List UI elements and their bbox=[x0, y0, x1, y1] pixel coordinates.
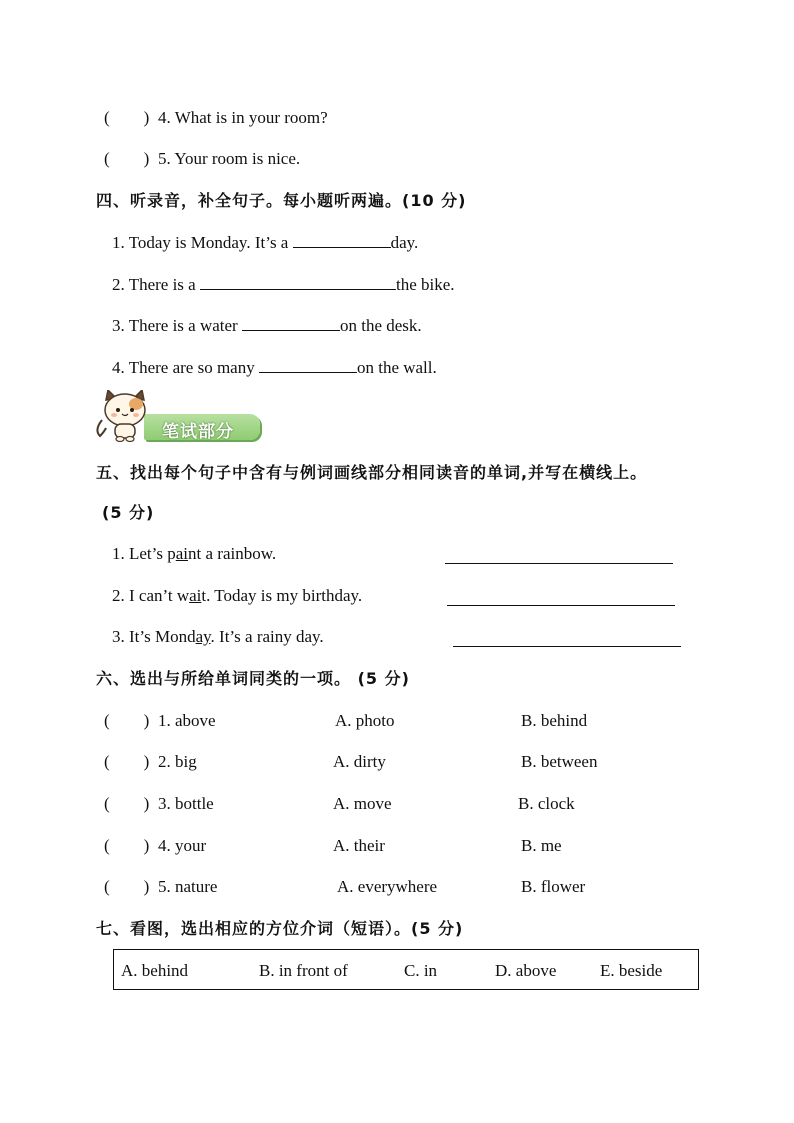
option-a[interactable]: A. move bbox=[333, 794, 392, 813]
fill-blank[interactable] bbox=[259, 356, 357, 373]
section-5-points: (5 分) bbox=[102, 503, 155, 522]
choice-row: ( ) 2. big bbox=[104, 752, 197, 771]
answer-paren[interactable]: ( ) bbox=[104, 752, 150, 771]
answer-paren[interactable]: ( ) bbox=[104, 794, 150, 813]
question-row bbox=[104, 148, 300, 170]
section-6-heading: 六、选出与所给单词同类的一项。 (5 分) bbox=[96, 669, 410, 688]
word-bank-option: E. beside bbox=[600, 961, 663, 980]
option-b[interactable]: B. flower bbox=[521, 877, 586, 896]
option-b[interactable]: B. clock bbox=[518, 794, 575, 813]
fill-blank[interactable] bbox=[200, 273, 396, 290]
choice-row: ( ) 3. bottle bbox=[104, 794, 214, 813]
fill-sentence: 2. There is a the bike. bbox=[112, 275, 455, 294]
fill-sentence: 4. There are so many on the wall. bbox=[112, 358, 437, 377]
choice-row: ( ) 5. nature bbox=[104, 877, 218, 896]
question-text: 4. What is in your room? bbox=[158, 108, 328, 127]
fill-blank[interactable] bbox=[242, 314, 340, 331]
answer-line[interactable] bbox=[445, 562, 673, 564]
option-a[interactable]: A. photo bbox=[335, 711, 395, 730]
phonics-sentence: 3. It’s Monday. It’s a rainy day. bbox=[112, 627, 324, 646]
written-section-banner bbox=[96, 390, 266, 442]
answer-line[interactable] bbox=[447, 604, 675, 606]
answer-paren[interactable]: ( ) bbox=[104, 711, 150, 730]
fill-sentence: 1. Today is Monday. It’s a day. bbox=[112, 233, 419, 252]
choice-row: ( ) 4. your bbox=[104, 836, 207, 855]
answer-line[interactable] bbox=[453, 645, 681, 647]
section-7-heading: 七、看图，选出相应的方位介词（短语）。(5 分) bbox=[96, 919, 464, 938]
option-a[interactable]: A. everywhere bbox=[337, 877, 438, 896]
word-bank-option: B. in front of bbox=[259, 961, 348, 980]
banner-label: 笔试部分 bbox=[162, 422, 234, 442]
choice-row: ( ) 1. above bbox=[104, 711, 216, 730]
phonics-sentence: 1. Let’s paint a rainbow. bbox=[112, 544, 277, 563]
option-a[interactable]: A. their bbox=[333, 836, 385, 855]
answer-paren[interactable]: ( ) bbox=[104, 877, 150, 896]
word-bank-box bbox=[113, 949, 699, 990]
answer-paren[interactable]: ( ) bbox=[104, 836, 150, 855]
fill-blank[interactable] bbox=[293, 231, 391, 248]
option-a[interactable]: A. dirty bbox=[333, 752, 386, 771]
fill-sentence: 3. There is a water on the desk. bbox=[112, 316, 422, 335]
phonics-sentence: 2. I can’t wait. Today is my birthday. bbox=[112, 586, 363, 605]
question-text: 5. Your room is nice. bbox=[158, 149, 301, 168]
question-row bbox=[104, 107, 328, 129]
section-5-heading: 五、找出每个句子中含有与例词画线部分相同读音的单词,并写在横线上。 bbox=[96, 463, 648, 482]
section-4-heading: 四、听录音，补全句子。每小题听两遍。(10 分) bbox=[96, 191, 467, 210]
word-bank-option: A. behind bbox=[121, 961, 189, 980]
word-bank-option: D. above bbox=[495, 961, 557, 980]
option-b[interactable]: B. me bbox=[521, 836, 562, 855]
word-bank-option: C. in bbox=[404, 961, 438, 980]
answer-paren[interactable]: ( ) bbox=[104, 149, 150, 168]
option-b[interactable]: B. behind bbox=[521, 711, 588, 730]
cat-mascot-icon bbox=[96, 390, 156, 442]
option-b[interactable]: B. between bbox=[521, 752, 598, 771]
answer-paren[interactable]: ( ) bbox=[104, 108, 150, 127]
